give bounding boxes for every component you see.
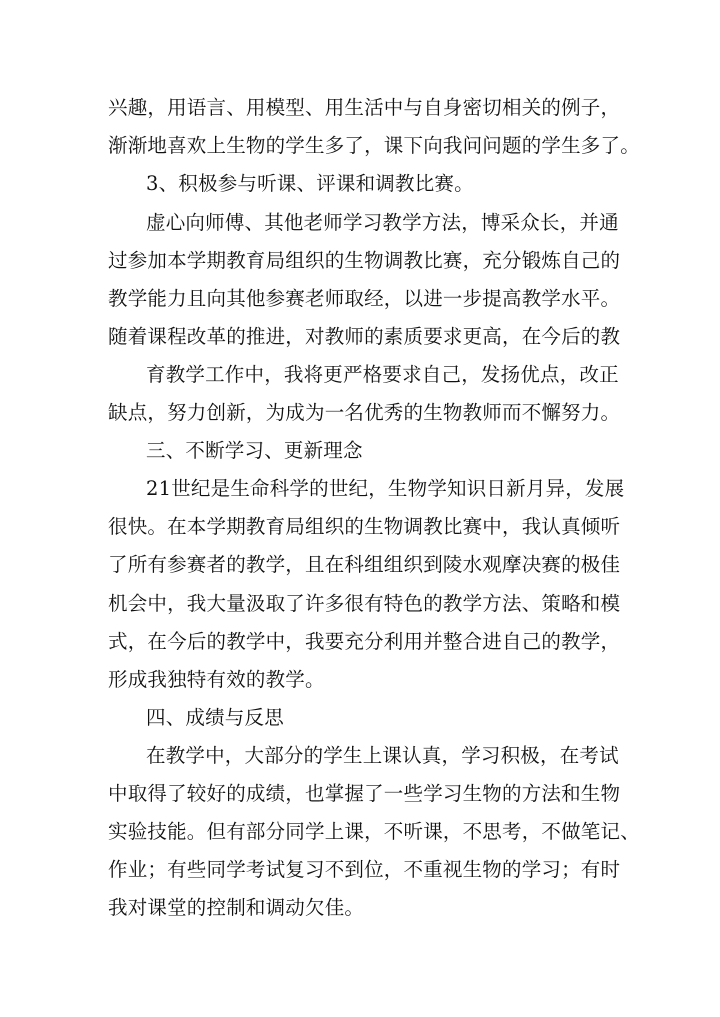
text-line: 我对课堂的控制和调动欠佳。 <box>108 896 365 919</box>
text-line: 在教学中，大部分的学生上课认真，学习积极，在考试 <box>146 744 619 767</box>
text-line: 随着课程改革的推进，对教师的素质要求更高，在今后的教 <box>108 325 621 348</box>
text-line: 教学能力且向其他参赛老师取经，以进一步提高教学水平。 <box>108 287 621 310</box>
text-line: 式，在今后的教学中，我要充分利用并整合进自己的教学， <box>108 630 621 653</box>
text-line: 形成我独特有效的教学。 <box>108 668 325 691</box>
text-line: 机会中，我大量汲取了许多很有特色的教学方法、策略和模 <box>108 592 621 615</box>
text-line: 了所有参赛者的教学，且在科组组织到陵水观摩决赛的极佳 <box>108 553 621 576</box>
text-line: 过参加本学期教育局组织的生物调教比赛，充分锻炼自己的 <box>108 249 621 272</box>
text-line: 兴趣，用语言、用模型、用生活中与自身密切相关的例子， <box>108 96 621 119</box>
section-heading: 四、成绩与反思 <box>146 706 284 729</box>
text-line: 渐渐地喜欢上生物的学生多了，课下向我问问题的学生多了。 <box>108 134 640 157</box>
text-line: 作业；有些同学考试复习不到位，不重视生物的学习；有时 <box>108 858 621 881</box>
text-line: 缺点，努力创新，为成为一名优秀的生物教师而不懈努力。 <box>108 401 621 424</box>
text-line: 育教学工作中，我将更严格要求自己，发扬优点，改正 <box>146 363 619 386</box>
text-line: 实验技能。但有部分同学上课，不听课，不思考，不做笔记、 <box>108 820 640 843</box>
section-subheading: 3、积极参与听课、评课和调教比赛。 <box>146 172 474 195</box>
text-line: 中取得了较好的成绩，也掌握了一些学习生物的方法和生物 <box>108 782 621 805</box>
text-line: 21世纪是生命科学的世纪，生物学知识日新月异，发展 <box>146 477 625 500</box>
section-heading: 三、不断学习、更新理念 <box>146 439 363 462</box>
text-line: 很快。在本学期教育局组织的生物调教比赛中，我认真倾听 <box>108 515 621 538</box>
text-line: 虚心向师傅、其他老师学习教学方法，博采众长，并通 <box>146 211 619 234</box>
